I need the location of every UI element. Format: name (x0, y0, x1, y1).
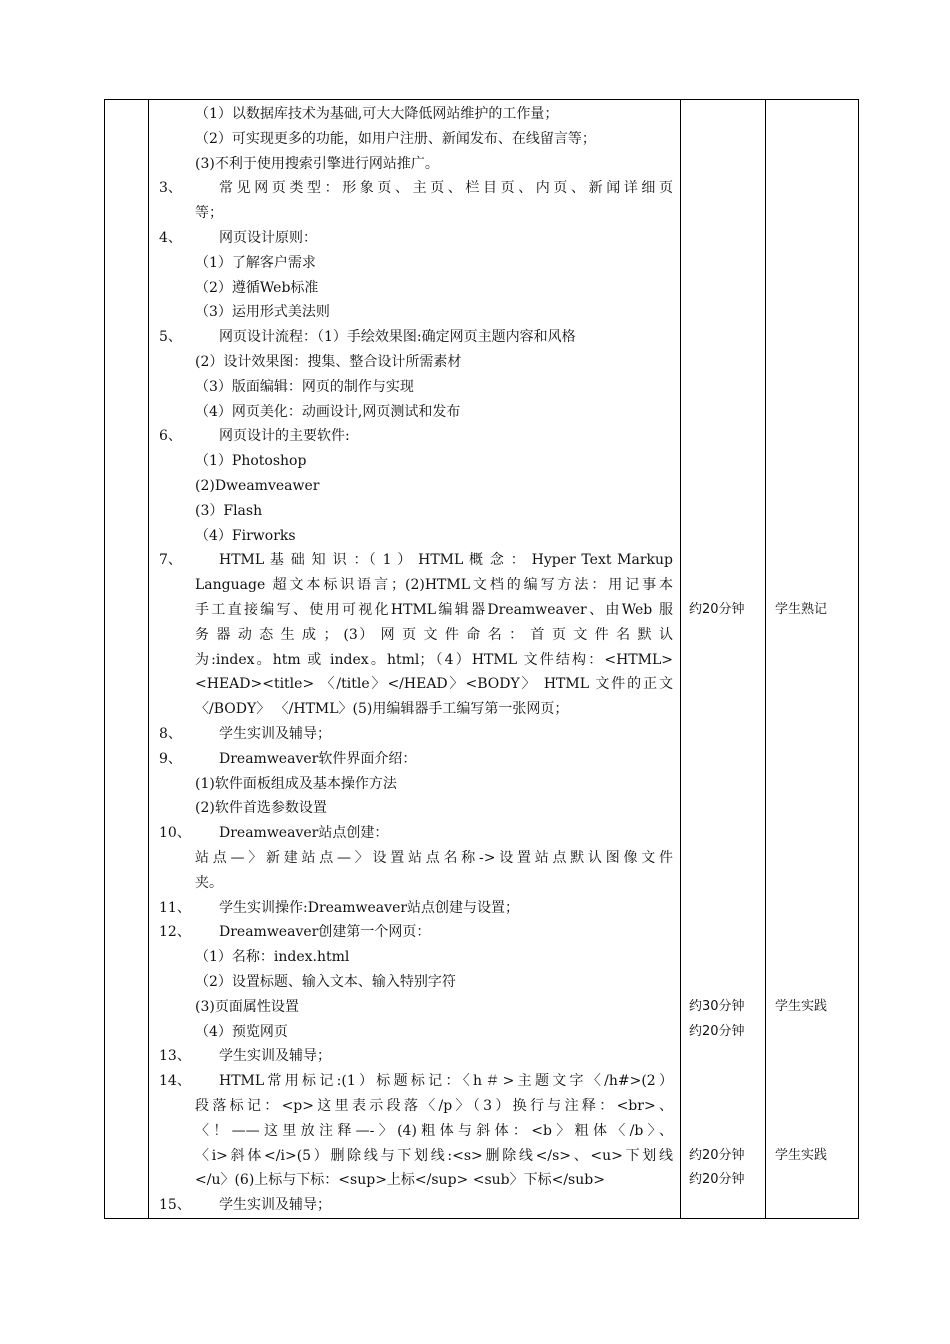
line-text: 网页设计流程：（1）手绘效果图:确定网页主题内容和风格 (219, 329, 576, 346)
line-text: HTML常用标记:(1）标题标记：〈h＃>主题文字〈/h#>(2） (219, 1073, 673, 1090)
content-line (159, 499, 673, 524)
line-text: 夹。 (195, 874, 223, 891)
column-divider (765, 100, 766, 1218)
line-text: （2）遵循Web标准 (195, 279, 319, 296)
lesson-table (104, 99, 859, 1219)
line-text: 学生实训操作:Dreamweaver站点创建与设置； (219, 899, 520, 916)
item-number: 8、 (159, 726, 182, 742)
line-text: Language 超文本标识语言；(2)HTML文档的编写方法：用记事本 (195, 577, 673, 594)
line-text: <HEAD><title> 〈/title〉</HEAD〉<BODY〉 HTML 文件的正文 (195, 676, 673, 693)
line-text: 网页设计原则： (219, 230, 317, 246)
content-line (159, 1020, 673, 1045)
line-text: 等； (195, 205, 223, 222)
line-text: （2）可实现更多的功能，如用户注册、新闻发布、在线留言等； (195, 130, 596, 147)
content-line (159, 796, 673, 821)
line-text: (1)软件面板组成及基本操作方法 (195, 775, 397, 792)
content-line (159, 524, 673, 549)
line-text: (3)页面属性设置 (195, 998, 299, 1015)
content-line (159, 772, 673, 797)
line-text: (2）设计效果图：搜集、整合设计所需素材 (195, 354, 462, 370)
item-number: 12、 (159, 924, 191, 941)
line-text: 手工直接编写、使用可视化HTML编辑器Dreamweaver、由Web 服 (195, 602, 673, 618)
content-line (159, 920, 673, 945)
content-line (159, 127, 673, 152)
content-line (159, 102, 673, 127)
line-text: 学生实训及辅导； (219, 1048, 331, 1065)
column-divider (148, 100, 149, 1218)
line-text: 学生实训及辅导； (219, 726, 331, 742)
student-activity: 学生熟记 (775, 602, 828, 617)
line-text: （1）Photoshop (195, 453, 307, 470)
item-number: 11、 (159, 899, 191, 916)
item-number: 5、 (159, 329, 182, 346)
time-estimate: 约20分钟 (689, 602, 745, 617)
line-text: 学生实训及辅导； (219, 1197, 331, 1214)
content-line (159, 300, 673, 325)
content-line (159, 400, 673, 425)
line-text: Dreamweaver软件界面介绍： (219, 750, 417, 767)
line-text: （1）名称：index.html (195, 949, 350, 966)
item-number: 14、 (159, 1073, 191, 1090)
time-estimate: 约20分钟 (689, 1172, 745, 1188)
line-text: （2）设置标题、输入文本、输入特别字符 (195, 974, 456, 990)
content-line (159, 325, 673, 350)
item-number: 9、 (159, 750, 182, 767)
content-line (159, 871, 673, 896)
content-line (159, 747, 673, 772)
content-line (159, 375, 673, 400)
line-text: Dreamweaver创建第一个网页： (219, 924, 431, 941)
time-estimate: 约30分钟 (689, 998, 745, 1014)
item-number: 4、 (159, 230, 182, 246)
content-line (159, 424, 673, 449)
content-line (159, 1193, 673, 1218)
time-estimate: 约20分钟 (689, 1147, 745, 1163)
line-text: （3）运用形式美法则 (195, 304, 330, 321)
line-text: （1）以数据库技术为基础,可大大降低网站维护的工作量； (195, 106, 559, 122)
content-line (159, 896, 673, 921)
content-line (159, 623, 673, 648)
line-text: 网页设计的主要软件: (219, 428, 350, 445)
line-text: （4）Firworks (195, 527, 296, 544)
line-text: 为:index。htm 或 index。html；（4）HTML 文件结构：<HTML> (195, 651, 673, 668)
time-estimate: 约20分钟 (689, 1023, 745, 1039)
item-number: 7、 (159, 552, 182, 569)
line-text: 〈！——这里放注释—-〉(4)粗体与斜体：<b〉粗体〈/b〉、 (195, 1122, 673, 1139)
content-line (159, 152, 673, 177)
content-line (159, 1168, 673, 1193)
content-line (159, 1144, 673, 1169)
line-text: （3）版面编辑：网页的制作与实现 (195, 378, 414, 395)
item-number: 6、 (159, 428, 182, 445)
content-line (159, 1094, 673, 1119)
content-line (159, 672, 673, 697)
content-line (159, 548, 673, 573)
line-text: 务 器 动 态 生 成 ； (3） 网 页 文 件 命 名 ： 首 页 文 件 名 默 认 (195, 626, 673, 643)
content-line (159, 697, 673, 722)
item-number: 3、 (159, 180, 182, 197)
content-line (159, 474, 673, 499)
content-line (159, 846, 673, 871)
content-line (159, 350, 673, 375)
line-text: 〈i>斜体</i>(5）删除线与下划线:<s>删除线</s>、<u>下划线 (195, 1147, 673, 1164)
content-line (159, 251, 673, 276)
line-text: 常见网页类型：形象页、主页、栏目页、内页、新闻详细页 (219, 180, 673, 197)
content-line (159, 1044, 673, 1069)
content-line (159, 945, 673, 970)
line-text: （1）了解客户需求 (195, 254, 316, 271)
content-line (159, 821, 673, 846)
content-line (159, 1069, 673, 1094)
line-text: HTML 基 础 知 识 ：（ 1 ） HTML 概 念 ： Hyper Text Markup (219, 552, 673, 569)
content-line (159, 722, 673, 747)
content-line (159, 176, 673, 201)
line-text: （4）预览网页 (195, 1023, 288, 1040)
line-text: (3）Flash (195, 502, 263, 519)
line-text: 〈/BODY〉 〈/HTML〉(5)用编辑器手工编写第一张网页； (195, 701, 569, 718)
line-text: 段落标记：<p>这里表示段落〈/p〉（3）换行与注释：<br>、 (195, 1098, 673, 1114)
line-text: (3)不利于使用搜索引擎进行网站推广。 (195, 155, 439, 172)
line-text: Dreamweaver站点创建： (219, 825, 389, 842)
content-line (159, 276, 673, 301)
student-activity: 学生实践 (775, 1147, 828, 1163)
content-line (159, 598, 673, 623)
item-number: 13、 (159, 1048, 191, 1065)
line-text: 站点—〉新建站点—〉设置站点名称->设置站点默认图像文件 (195, 850, 673, 866)
content-line (159, 226, 673, 251)
content-line (159, 995, 673, 1020)
line-text: （4）网页美化：动画设计,网页测试和发布 (195, 403, 461, 420)
column-divider (680, 100, 681, 1218)
content-line (159, 648, 673, 673)
content-line (159, 573, 673, 598)
content-line (159, 201, 673, 226)
line-text: </u〉(6)上标与下标：<sup>上标</sup> <sub〉下标</sub> (195, 1172, 605, 1189)
content-line (159, 1119, 673, 1144)
content-line (159, 449, 673, 474)
content-line (159, 970, 673, 995)
line-text: (2)软件首选参数设置 (195, 800, 327, 817)
item-number: 15、 (159, 1197, 191, 1214)
line-text: (2)Dweamveawer (195, 478, 320, 494)
item-number: 10、 (159, 825, 191, 842)
student-activity: 学生实践 (775, 998, 828, 1014)
